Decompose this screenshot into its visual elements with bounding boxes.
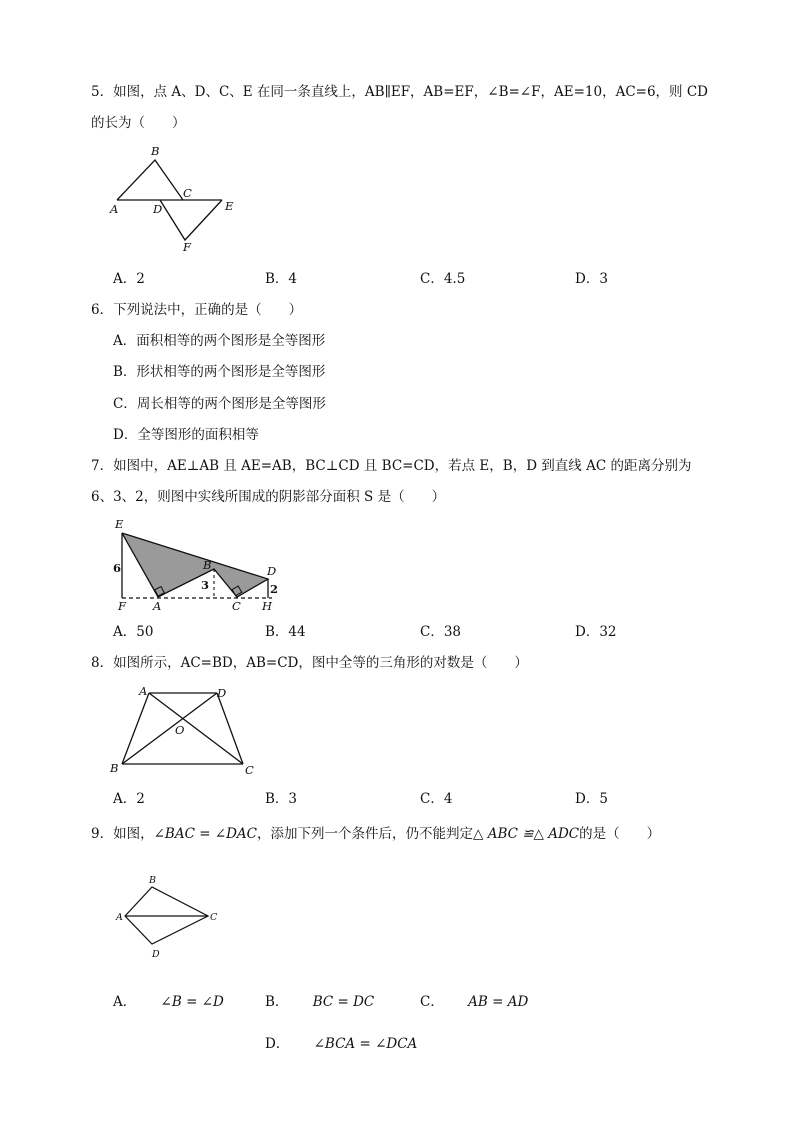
q6-option-a[interactable]: A．面积相等的两个图形是全等图形 xyxy=(113,333,326,349)
q7-stem-line2: 6、3、2，则图中实线所围成的阴影部分面积 S 是（ ） xyxy=(91,489,446,505)
q6-option-c[interactable]: C．周长相等的两个图形是全等图形 xyxy=(113,396,326,412)
q7-label-D: D xyxy=(267,564,277,578)
q5-stem-line1: 5．如图，点 A、D、C、E 在同一条直线上，AB∥EF，AB=EF，∠B=∠F，AE=10，AC=6，则 CD xyxy=(91,84,708,100)
q5-option-b[interactable]: B．4 xyxy=(265,271,298,287)
q9-option-a[interactable] xyxy=(113,993,224,1011)
q5-option-c[interactable]: C．4.5 xyxy=(420,271,466,287)
q7-label-2: 2 xyxy=(270,582,279,596)
q8-label-A: A xyxy=(139,684,148,698)
q7-label-E: E xyxy=(115,517,124,531)
q5-stem-line2: 的长为（ ） xyxy=(91,115,186,131)
q8-option-c[interactable]: C．4 xyxy=(420,791,453,807)
q6-option-d[interactable]: D．全等图形的面积相等 xyxy=(113,427,259,443)
q8-option-d[interactable]: D．5 xyxy=(575,791,608,807)
q7-label-F: F xyxy=(118,599,126,613)
q9-option-d[interactable] xyxy=(265,1035,417,1053)
q6-stem: 6．下列说法中，正确的是（ ） xyxy=(91,302,303,318)
q9-stem-math2: △ ABC ≌△ ADC xyxy=(473,826,580,842)
q9-option-d-label: D． xyxy=(265,1036,290,1052)
q9-option-b[interactable] xyxy=(265,993,374,1011)
q7-option-c[interactable]: C．38 xyxy=(420,624,462,640)
q5-option-d[interactable]: D．3 xyxy=(575,271,608,287)
q9-stem-mid: ，添加下列一个条件后，仍不能判定 xyxy=(257,826,474,842)
q9-option-c[interactable] xyxy=(420,993,528,1011)
q8-label-O: O xyxy=(175,723,185,737)
q7-stem-line1: 7．如图中，AE⊥AB 且 AE=AB，BC⊥CD 且 BC=CD，若点 E，B，D 到直线 AC 的距离分别为 xyxy=(91,458,692,474)
q7-option-a[interactable]: A．50 xyxy=(113,624,154,640)
q7-option-d[interactable]: D．32 xyxy=(575,624,617,640)
q5-label-A: A xyxy=(110,202,119,216)
q9-stem xyxy=(91,825,660,843)
q9-option-a-label: A． xyxy=(113,994,137,1010)
q9-stem-math: ∠BAC = ∠DAC xyxy=(153,826,258,842)
q9-option-d-math: ∠BCA = ∠DCA xyxy=(313,1036,418,1052)
q9-option-c-label: C． xyxy=(420,994,444,1010)
q5-option-a[interactable]: A．2 xyxy=(113,271,145,287)
q9-option-b-label: B． xyxy=(265,994,289,1010)
q7-label-3: 3 xyxy=(201,578,210,592)
q7-option-b[interactable]: B．44 xyxy=(265,624,306,640)
q7-figure xyxy=(110,516,290,616)
q7-label-C: C xyxy=(232,599,241,613)
q9-label-C: C xyxy=(210,912,218,923)
q8-label-C: C xyxy=(245,763,254,777)
q6-option-b[interactable]: B．形状相等的两个图形是全等图形 xyxy=(113,364,326,380)
q5-figure xyxy=(105,140,245,255)
q9-stem-post: 的是（ ） xyxy=(579,826,661,842)
q9-label-A: A xyxy=(116,912,123,923)
q9-figure xyxy=(112,870,232,965)
q8-label-B: B xyxy=(110,761,119,775)
q5-label-F: F xyxy=(183,240,191,254)
q9-stem-pre: 9．如图， xyxy=(91,826,154,842)
q7-label-6: 6 xyxy=(113,561,122,575)
q7-label-A: A xyxy=(153,599,162,613)
q5-label-C: C xyxy=(183,186,192,200)
q7-label-B: B xyxy=(203,558,212,572)
q5-label-E: E xyxy=(225,199,234,213)
q5-label-B: B xyxy=(151,144,160,158)
q8-option-a[interactable]: A．2 xyxy=(113,791,145,807)
q9-option-a-math: ∠B = ∠D xyxy=(160,994,224,1010)
q9-label-B: B xyxy=(149,875,156,886)
q9-option-b-math: BC = DC xyxy=(312,994,375,1010)
q9-option-c-math: AB = AD xyxy=(468,994,529,1010)
q8-label-D: D xyxy=(217,686,227,700)
q8-stem: 8．如图所示，AC=BD，AB=CD，图中全等的三角形的对数是（ ） xyxy=(91,655,528,671)
q9-label-D: D xyxy=(152,949,160,960)
q8-figure xyxy=(105,682,265,777)
q5-label-D: D xyxy=(153,202,163,216)
q7-label-H: H xyxy=(262,599,273,613)
q8-option-b[interactable]: B．3 xyxy=(265,791,298,807)
